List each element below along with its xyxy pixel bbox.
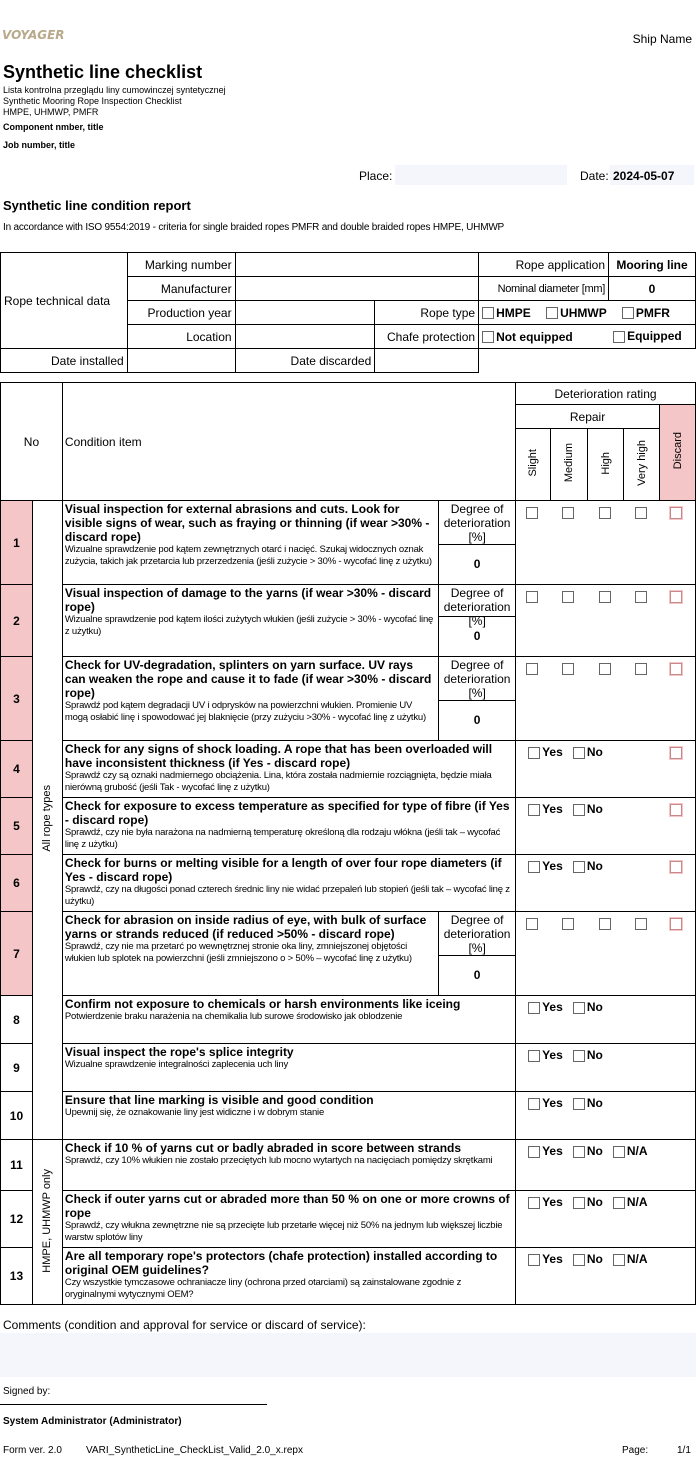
item-english: Check for UV-degradation, splinters on yarn surface. UV rays can weaken the rope and cause it to fade (if wear >30% - discard rope) [64, 658, 432, 700]
high-checkbox[interactable] [599, 663, 611, 675]
high-header [588, 429, 624, 501]
row-number: 12 [1, 1191, 33, 1248]
degree-cell [439, 585, 516, 657]
very-high-checkbox[interactable] [635, 663, 647, 675]
date-installed-field[interactable] [127, 349, 235, 373]
slight-cell [516, 912, 551, 996]
place-label: Place: [359, 169, 393, 183]
item-english: Check if 10 % of yarns cut or badly abraded in score between strands [64, 1141, 462, 1155]
deterioration-rating-header: Deterioration rating [516, 383, 696, 405]
item-polish: Sprawdź, czy nie była narażona na nadmierną temperaturę określoną dla rodzaju włókna (jeśli tak – wycofać linę z użytku) [64, 827, 501, 850]
condition-item-header: Condition item [62, 383, 515, 501]
yes-label: Yes [542, 745, 563, 759]
degree-label: Degree of deterioration [%] [439, 912, 515, 956]
item-english: Ensure that line marking is visible and good condition [64, 1093, 374, 1107]
date-discarded-label: Date discarded [235, 349, 375, 373]
discard-checkbox[interactable] [670, 804, 682, 816]
item-english: Check for abrasion on inside radius of eye, with bulk of surface yarns or strands reduced (if reduced >50% - discard rope) [64, 913, 427, 941]
medium-header [551, 429, 588, 501]
row-number: 5 [1, 798, 33, 855]
pmfr-checkbox[interactable] [622, 307, 634, 319]
high-checkbox[interactable] [599, 918, 611, 930]
condition-item-text [62, 1248, 515, 1305]
blank-cell [624, 741, 660, 798]
no-checkbox[interactable] [573, 1197, 585, 1209]
condition-item-text [62, 501, 438, 585]
group-all-label: All rope types [41, 785, 54, 852]
hmpe-label: HMPE [496, 305, 531, 320]
degree-value[interactable]: 0 [473, 557, 481, 571]
item-english: Check if outer yarns cut or abraded more than 50 % on one or more crowns of rope [64, 1192, 510, 1220]
table-row [1, 1140, 696, 1191]
discard-cell [660, 798, 696, 855]
subtitle-types: HMPE, UHMWP, PMFR [3, 107, 99, 117]
no-header: No [1, 383, 63, 501]
table-row [1, 798, 696, 855]
very-high-cell [624, 912, 660, 996]
medium-label: Medium [563, 443, 576, 483]
no-label: No [586, 1000, 603, 1014]
item-english: Check for burns or melting visible for a length of over four rope diameters (if Yes - discard rope) [64, 856, 502, 884]
marking-number-field[interactable] [235, 253, 478, 277]
table-row [1, 741, 696, 798]
yes-checkbox[interactable] [528, 1254, 540, 1266]
row-number: 6 [1, 855, 33, 912]
date-installed-label: Date installed [1, 349, 128, 373]
chafe-protection-options [479, 325, 696, 349]
row-number: 3 [1, 657, 33, 741]
no-label: No [586, 1144, 603, 1158]
condition-item-text [62, 855, 515, 912]
discard-checkbox[interactable] [670, 747, 682, 759]
production-year-field[interactable] [235, 301, 375, 325]
na-label: N/A [626, 1144, 648, 1158]
medium-checkbox[interactable] [562, 663, 574, 675]
page-title: Synthetic line checklist [3, 62, 203, 82]
row-number: 7 [1, 912, 33, 996]
yes-checkbox[interactable] [528, 1050, 540, 1062]
discard-checkbox[interactable] [670, 663, 682, 675]
yes-no-cell [516, 1092, 696, 1140]
subtitle-en: Synthetic Mooring Rope Inspection Checklist [3, 96, 182, 106]
row-number: 1 [1, 501, 33, 585]
rope-type-options [479, 301, 696, 325]
no-label: No [586, 859, 603, 873]
yes-label: Yes [542, 802, 563, 816]
no-checkbox[interactable] [573, 861, 585, 873]
yes-no-cell [516, 1044, 696, 1092]
slight-checkbox[interactable] [526, 591, 538, 603]
yes-checkbox[interactable] [528, 747, 540, 759]
empty-cell [479, 349, 696, 373]
medium-checkbox[interactable] [562, 591, 574, 603]
discard-checkbox[interactable] [670, 591, 682, 603]
item-english: Check for any signs of shock loading. A rope that has been overloaded will have inconsistent thickness (if Yes - discard rope) [64, 742, 493, 770]
no-checkbox[interactable] [573, 1002, 585, 1014]
item-polish: Sprawdź, czy włukna zewnętrzne nie są przecięte lub przetarłe więcej niż 50% na jednym lub większej liczbie warstw splotów liny [64, 1220, 503, 1243]
high-checkbox[interactable] [599, 507, 611, 519]
item-english: Visual inspect the rope's splice integrity [64, 1045, 294, 1059]
condition-item-text [62, 1140, 515, 1191]
degree-label: Degree of deterioration [%] [439, 657, 515, 701]
equipped-checkbox[interactable] [613, 331, 625, 343]
medium-cell [551, 585, 588, 657]
technical-data-table [0, 252, 696, 373]
yes-label: Yes [542, 1048, 563, 1062]
rope-application-value[interactable]: Mooring line [609, 253, 696, 277]
table-row [1, 1248, 696, 1305]
no-checkbox[interactable] [573, 747, 585, 759]
degree-value[interactable]: 0 [473, 713, 481, 727]
signed-by-label: Signed by: [3, 1386, 51, 1397]
table-row [1, 1044, 696, 1092]
condition-item-text [62, 912, 438, 996]
no-checkbox[interactable] [573, 804, 585, 816]
no-label: No [586, 802, 603, 816]
yes-no-cell [516, 1248, 696, 1305]
medium-cell [551, 501, 588, 585]
condition-item-text [62, 1191, 515, 1248]
page-number: 1/1 [677, 1445, 691, 1456]
group-hmpe-label: HMPE, UHMWP only [41, 1168, 54, 1273]
form-file: VARI_SyntheticLine_CheckList_Valid_2.0_x.repx [86, 1445, 303, 1456]
no-label: No [586, 745, 603, 759]
row-number: 8 [1, 996, 33, 1044]
very-high-cell [624, 585, 660, 657]
condition-item-text [62, 1092, 515, 1140]
row-number: 9 [1, 1044, 33, 1092]
table-row [1, 501, 696, 585]
no-checkbox[interactable] [573, 1098, 585, 1110]
slight-cell [516, 585, 551, 657]
signer-name: System Administrator (Administrator) [3, 1416, 182, 1427]
repair-header: Repair [516, 405, 660, 429]
table-row [1, 657, 696, 741]
job-label: Job number, title [3, 140, 76, 150]
form-version: Form ver. 2.0 [3, 1445, 62, 1456]
high-cell [588, 912, 624, 996]
very-high-checkbox[interactable] [635, 507, 647, 519]
no-checkbox[interactable] [573, 1146, 585, 1158]
discard-cell [660, 657, 696, 741]
no-checkbox[interactable] [573, 1254, 585, 1266]
na-checkbox[interactable] [613, 1146, 625, 1158]
section-title: Synthetic line condition report [3, 198, 191, 213]
discard-cell [660, 912, 696, 996]
medium-checkbox[interactable] [562, 918, 574, 930]
comments-label: Comments (condition and approval for service or discard of service): [3, 1318, 366, 1332]
discard-header [660, 405, 696, 501]
high-cell [588, 585, 624, 657]
rope-application-label: Rope application [479, 253, 609, 277]
slight-checkbox[interactable] [526, 663, 538, 675]
slight-header [516, 429, 551, 501]
item-polish: Sprawdź pod kątem degradacji UV i odprysków na powierzchni włukien. Promienie UV mogą osłabić linę i spowodować jej blaknięcie (przy zużyciu >30% - wycofać linę z użytku) [64, 700, 426, 723]
na-checkbox[interactable] [613, 1254, 625, 1266]
yes-label: Yes [542, 1096, 563, 1110]
discard-checkbox[interactable] [670, 918, 682, 930]
place-field[interactable] [395, 165, 567, 185]
yes-no-cell [516, 1140, 696, 1191]
very-high-cell [624, 501, 660, 585]
table-row [1, 585, 696, 657]
table-row [1, 1092, 696, 1140]
yes-label: Yes [542, 1252, 563, 1266]
slight-checkbox[interactable] [526, 918, 538, 930]
item-polish: Czy wszystkie tymczasowe ochraniacze liny (ochrona przed otarciami) są zainstalowane zgodnie z oryginalnymi wytycznymi OEM? [64, 1277, 462, 1300]
manufacturer-field[interactable] [235, 277, 478, 301]
medium-cell [551, 912, 588, 996]
na-label: N/A [626, 1252, 648, 1266]
yes-checkbox[interactable] [528, 1002, 540, 1014]
discard-label: Discard [671, 432, 684, 470]
nominal-diameter-label: Nominal diameter [mm] [479, 277, 609, 301]
blank-cell [624, 855, 660, 912]
very-high-label: Very high [635, 440, 648, 486]
yes-label: Yes [542, 1144, 563, 1158]
discard-checkbox[interactable] [670, 507, 682, 519]
row-number: 13 [1, 1248, 33, 1305]
high-label: High [599, 451, 612, 475]
slight-label: Slight [527, 449, 540, 477]
item-english: Visual inspection of damage to the yarns (if wear >30% - discard rope) [64, 586, 432, 614]
date-discarded-field[interactable] [375, 349, 479, 373]
ship-name-label: Ship Name [632, 32, 692, 46]
condition-item-text [62, 798, 515, 855]
nominal-diameter-value[interactable]: 0 [609, 277, 696, 301]
table-row [1, 1191, 696, 1248]
uhmwp-checkbox[interactable] [546, 307, 558, 319]
table-row [1, 996, 696, 1044]
item-english: Are all temporary rope's protectors (chafe protection) installed according to original OEM guidelines? [64, 1249, 498, 1277]
condition-item-text [62, 585, 438, 657]
medium-cell [551, 657, 588, 741]
company-logo: VOYAGER [2, 28, 65, 42]
production-year-label: Production year [127, 301, 235, 325]
item-polish: Wizualne sprawdzenie pod kątem ilości zużytych włukien (jeśli zużycie > 30% - wycofać linę z użytku) [64, 614, 434, 637]
condition-item-text [62, 741, 515, 798]
high-checkbox[interactable] [599, 591, 611, 603]
row-number: 4 [1, 741, 33, 798]
no-label: No [586, 1252, 603, 1266]
discard-cell [660, 741, 696, 798]
slight-cell [516, 501, 551, 585]
discard-cell [660, 855, 696, 912]
comments-field[interactable] [0, 1333, 696, 1377]
section-description: In accordance with ISO 9554:2019 - criteria for single braided ropes PMFR and double braided ropes HMPE, UHMWP [3, 222, 505, 233]
no-label: No [586, 1096, 603, 1110]
no-label: No [586, 1048, 603, 1062]
item-english: Confirm not exposure to chemicals or harsh environments like iceing [64, 997, 461, 1011]
pmfr-label: PMFR [635, 305, 670, 320]
table-row [1, 912, 696, 996]
yes-no-cell [516, 855, 624, 912]
item-polish: Potwierdzenie braku narażenia na chemikalia lub surowe środowisko jak oblodzenie [64, 1011, 403, 1022]
discard-cell [660, 501, 696, 585]
item-polish: Sprawdź, czy na długości ponad czterech średnic liny nie widać przepaleń lub stopień (jeśli tak – wycofać linę z użytku) [64, 884, 510, 907]
item-polish: Sprawdź czy są oznaki nadmiernego obciążenia. Lina, która została nadmiernie rozciągnięta, będzie miała nierówną grubość (jeśli Tak - wycofać linę z użytku) [64, 770, 492, 793]
date-value: 2024-05-07 [613, 169, 675, 183]
very-high-checkbox[interactable] [635, 591, 647, 603]
yes-checkbox[interactable] [528, 1197, 540, 1209]
manufacturer-label: Manufacturer [127, 277, 235, 301]
discard-cell [660, 585, 696, 657]
uhmwp-label: UHMWP [560, 305, 607, 320]
hmpe-checkbox[interactable] [482, 307, 494, 319]
item-polish: Sprawdź, czy 10% włukien nie zostało przeciętych lub mocno wytartych na nacięciach pomiędzy skrętkami [64, 1155, 493, 1166]
condition-item-text [62, 1044, 515, 1092]
item-english: Visual inspection for external abrasions and cuts. Look for visible signs of wear, such as fraying or thinning (if wear >30% - discard rope) [64, 502, 430, 544]
item-english: Check for exposure to excess temperature as specified for type of fibre (if Yes - discard rope) [64, 799, 510, 827]
chafe-protection-label: Chafe protection [375, 325, 479, 349]
yes-checkbox[interactable] [528, 1146, 540, 1158]
yes-checkbox[interactable] [528, 1098, 540, 1110]
discard-checkbox[interactable] [670, 861, 682, 873]
slight-cell [516, 657, 551, 741]
yes-no-cell [516, 1191, 696, 1248]
row-number: 11 [1, 1140, 33, 1191]
checklist-table [0, 382, 696, 1305]
row-number: 10 [1, 1092, 33, 1140]
yes-label: Yes [542, 1195, 563, 1209]
subtitle-pl: Lista kontrolna przeglądu liny cumowinczej syntetycznej [3, 85, 226, 95]
degree-cell [439, 912, 516, 996]
yes-no-cell [516, 996, 696, 1044]
na-label: N/A [626, 1195, 648, 1209]
page-label: Page: [622, 1445, 649, 1456]
equipped-label: Equipped [627, 329, 682, 343]
medium-checkbox[interactable] [562, 507, 574, 519]
location-field[interactable] [235, 325, 375, 349]
component-label: Component nmber, title [3, 122, 104, 132]
condition-item-text [62, 657, 438, 741]
very-high-header [624, 429, 660, 501]
condition-item-text [62, 996, 515, 1044]
degree-value[interactable]: 0 [473, 629, 481, 643]
not-equipped-label: Not equipped [496, 329, 573, 344]
degree-label: Degree of deterioration [%] [439, 585, 515, 617]
high-cell [588, 657, 624, 741]
blank-cell [624, 798, 660, 855]
group-all-rope-types [32, 501, 62, 1140]
item-polish: Wizualne sprawdzenie integralności zaplecenia uch liny [64, 1059, 289, 1070]
degree-value[interactable]: 0 [473, 968, 481, 982]
rope-type-label: Rope type [375, 301, 479, 325]
no-checkbox[interactable] [573, 1050, 585, 1062]
degree-label: Degree of deterioration [%] [439, 501, 515, 545]
item-polish: Sprawdź, czy nie ma przetarć po wewnętrznej stronie oka liny, zmniejszonej objętości włukien lub splotek na powierzchni (jeśli zmniejszono o > 50% – wycofać linę z użytku) [64, 941, 412, 964]
not-equipped-checkbox[interactable] [482, 331, 494, 343]
marking-number-label: Marking number [127, 253, 235, 277]
very-high-checkbox[interactable] [635, 918, 647, 930]
na-checkbox[interactable] [613, 1197, 625, 1209]
yes-no-cell [516, 798, 624, 855]
no-label: No [586, 1195, 603, 1209]
degree-cell [439, 657, 516, 741]
location-label: Location [127, 325, 235, 349]
slight-checkbox[interactable] [526, 507, 538, 519]
date-label: Date: [580, 169, 609, 183]
item-polish: Wizualne sprawdzenie pod kątem zewnętrznych otarć i nacięć. Szukaj widocznych oznak zużycia, takich jak przetarcia lub przerzedzenia (jeśli zużycie > 30% - wycofać linę z użytku) [64, 544, 432, 567]
group-hmpe-uhmwp [32, 1140, 62, 1305]
yes-checkbox[interactable] [528, 861, 540, 873]
yes-checkbox[interactable] [528, 804, 540, 816]
signature-line [0, 1404, 267, 1405]
yes-label: Yes [542, 1000, 563, 1014]
yes-label: Yes [542, 859, 563, 873]
high-cell [588, 501, 624, 585]
item-polish: Upewnij się, że oznakowanie liny jest widiczne i w dobrym stanie [64, 1107, 325, 1118]
rope-technical-data-label: Rope technical data [1, 253, 128, 349]
row-number: 2 [1, 585, 33, 657]
very-high-cell [624, 657, 660, 741]
table-row [1, 855, 696, 912]
yes-no-cell [516, 741, 624, 798]
degree-cell [439, 501, 516, 585]
